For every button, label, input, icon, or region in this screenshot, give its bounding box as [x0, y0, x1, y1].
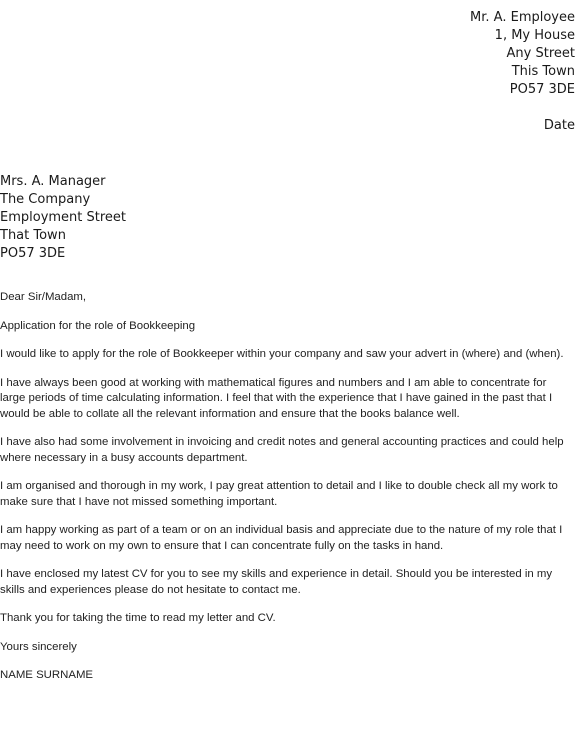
paragraph-intro: I would like to apply for the role of Bookkeeper within your company and saw your advert in (where) and (when).	[0, 348, 564, 360]
paragraph-teamwork: I am happy working as part of a team or on an individual basis and appreciate due to the nature of my role that I may need to work on my own to ensure that I can concentrate fully on the tasks in hand.	[0, 524, 563, 552]
paragraph-skills: I have always been good at working with mathematical figures and numbers and I am able to concentrate for large periods of time calculating information. I feel that with the experience that I have gained in the past that I would be able to collate all the relevant information and ensure that the books balance well.	[0, 376, 553, 420]
sender-name: Mr. A. Employee	[470, 10, 575, 25]
recipient-address-line-1: The Company	[0, 192, 91, 207]
subject-line: Application for the role of Bookkeeping	[0, 319, 196, 332]
sender-postcode: PO57 3DE	[509, 82, 575, 97]
sender-address-line-1: 1, My House	[494, 28, 575, 43]
recipient-address-line-2: Employment Street	[0, 210, 127, 225]
paragraph-thanks: Thank you for taking the time to read my letter and CV.	[0, 612, 276, 624]
recipient-address-line-3: That Town	[0, 228, 66, 243]
recipient-postcode: PO57 3DE	[0, 246, 66, 261]
sender-address	[470, 9, 575, 99]
sender-address-line-2: Any Street	[506, 46, 575, 61]
paragraph-organised: I am organised and thorough in my work, I pay great attention to detail and I like to double check all my work to make sure that I have not missed something important.	[0, 480, 558, 508]
recipient-address	[0, 173, 126, 263]
recipient-name: Mrs. A. Manager	[0, 174, 106, 189]
signature-name: NAME SURNAME	[0, 669, 94, 681]
closing: Yours sincerely	[0, 640, 77, 653]
paragraph-experience: I have also had some involvement in invoicing and credit notes and general accounting practices and could help where necessary in a busy accounts department.	[0, 436, 564, 464]
letter-body	[0, 290, 574, 697]
sender-address-line-3: This Town	[511, 64, 575, 79]
salutation: Dear Sir/Madam,	[0, 291, 87, 303]
paragraph-cv: I have enclosed my latest CV for you to see my skills and experience in detail. Should you be interested in my skills and experiences please do not hesitate to contact me.	[0, 568, 553, 596]
letter-date: Date	[543, 118, 575, 133]
